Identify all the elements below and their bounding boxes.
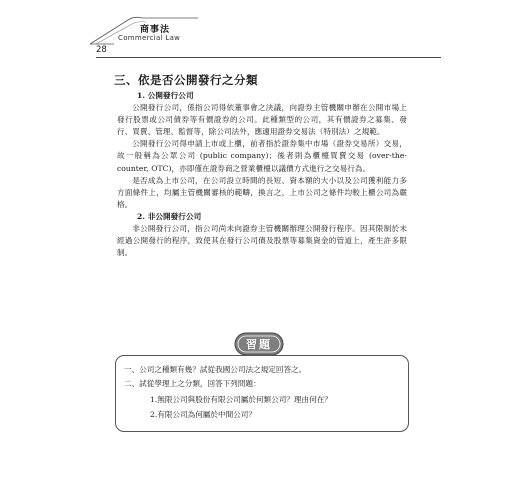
section-heading: 三、依是否公開發行之分類 <box>114 73 258 87</box>
question-2-2: 2.有限公司為何屬於中間公司？ <box>150 410 256 419</box>
paragraph: 公開發行公司得申請上市或上櫃，前者指於證券集中市場（證券交易所）交易，故一般稱為公眾公司 (public company)；後者則為櫃檯買賣交易 (over-the-counter, OTC)，亦即僅在證券商之營業櫃檯以議價方式進行之交易行為。 <box>117 139 407 173</box>
book-title: 商事法 <box>140 25 171 35</box>
book-subtitle: Commercial Law <box>118 34 181 42</box>
exercise-badge-label: 習題 <box>246 338 272 351</box>
question-2: 二、試從學理上之分類，回答下列問題： <box>124 379 261 388</box>
question-1: 一、公司之種類有幾？試從我國公司法之規定回答之。 <box>124 365 307 374</box>
paragraph: 非公開發行公司，指公司尚未向證券主管機關辦理公開發行程序。因其限制於未經過公開發行的程序，致使其在發行公司債及股票等募集資金的管道上，產生許多限制。 <box>117 224 407 258</box>
header-divider <box>96 57 441 58</box>
exercise-badge <box>234 332 284 356</box>
paragraph: 是否成為上市公司，在公司設立時間的長短、資本額的大小以及公司獲利能力多方面條件上，均屬主管機關審核的範疇，換言之，上市公司之條件均較上櫃公司為嚴格。 <box>117 175 407 209</box>
subsection-title-private: 2. 非公開發行公司 <box>137 211 202 221</box>
section-body <box>117 90 407 259</box>
page-number: 28 <box>96 45 107 55</box>
subsection-title-public: 1. 公開發行公司 <box>137 91 194 100</box>
paragraph: 公開發行公司，係指公司得依董事會之決議，向證券主管機關申辦在公開市場上發行股票或公司債券等有價證券的公司。此種類型的公司，其有價證券之募集、發行、買賣、管理、監督等，除公司法外，應適用證券交易法（特別法）之規範。 <box>117 103 407 137</box>
exercise-box <box>115 355 409 432</box>
page-header <box>88 14 448 60</box>
question-2-1: 1.無限公司與股份有限公司屬於何類公司？理由何在？ <box>150 395 332 404</box>
